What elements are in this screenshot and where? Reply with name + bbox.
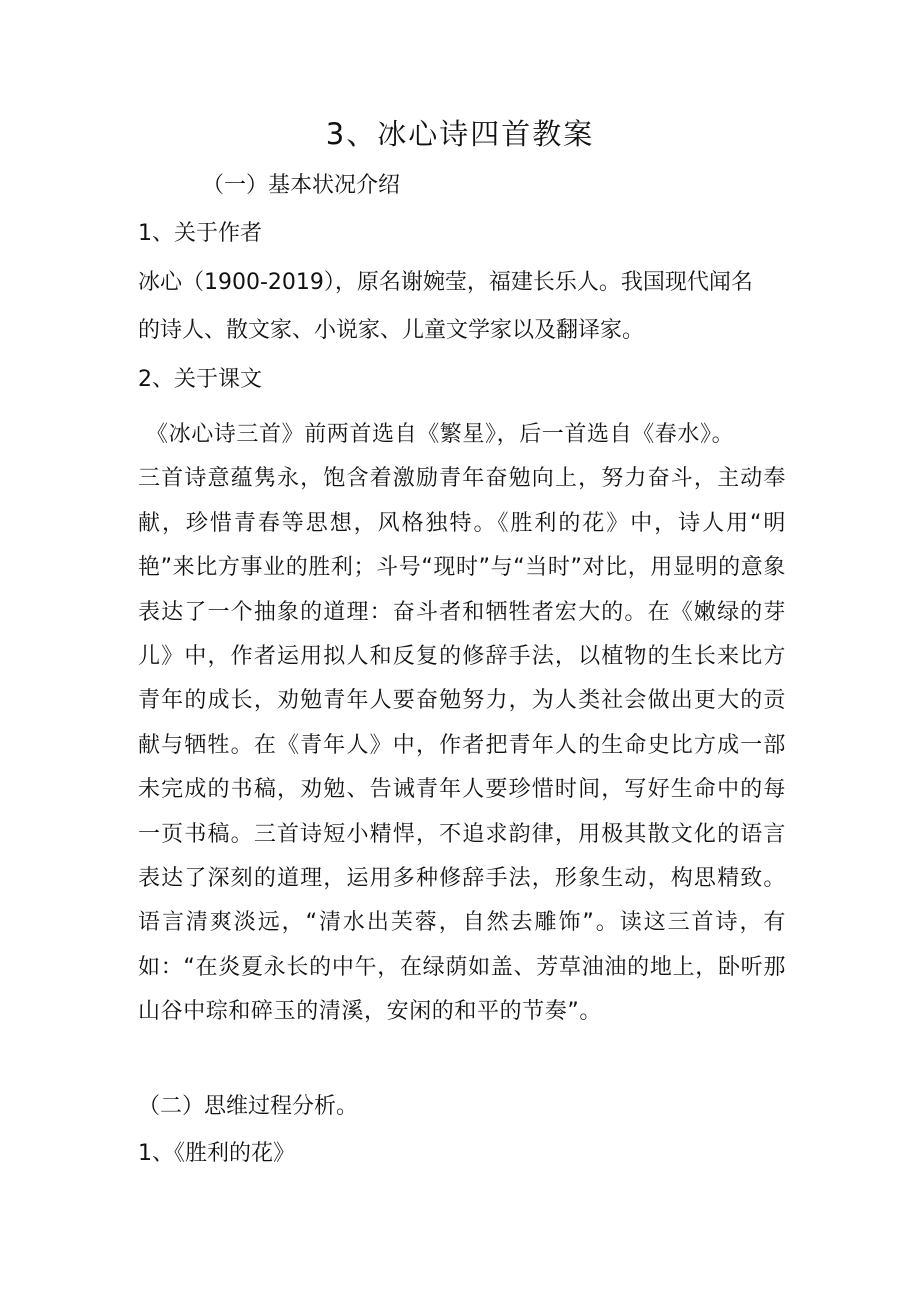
subsection-heading-victory-flower: 1、《胜利的花》 bbox=[138, 1141, 295, 1166]
author-text-line-1: 冰心（1900-2019），原名谢婉莹，福建长乐人。我国现代闻名 bbox=[138, 270, 753, 295]
text-description-body: 三首诗意蕴隽永，饱含着激励青年奋勉向上，努力奋斗，主动奉献，珍惜青春等思想，风格独特。《胜利的花》中，诗人用“明艳”来比方事业的胜利；斗号“现时”与“当时”对比，用显明的意象表达了一个抽象的道理：奋斗者和牺牲者宏大的。在《嫩绿的芽儿》中，作者运用拟人和反复的修辞手法，以植物的生长来比方青年的成长，劝勉青年人要奋勉努力，为人类社会做出更大的贡献与牺牲。在《青年人》中，作者把青年人的生命史比方成一部未完成的书稿，劝勉、告诫青年人要珍惜时间，写好生命中的每一页书稿。三首诗短小精悍，不追求韵律，用极其散文化的语言表达了深刻的道理，运用多种修辞手法，形象生动，构思精致。语言清爽淡远，“清水出芙蓉，自然去雕饰”。读这三首诗，有如：“在炎夏永长的中午，在绿荫如盖、芳草油油的地上，卧听那山谷中琮和碎玉的清溪，安闲的和平的节奏”。 bbox=[138, 466, 786, 1025]
item-heading-about-author: 1、关于作者 bbox=[138, 221, 262, 246]
page-title: 3、冰心诗四首教案 bbox=[325, 117, 595, 151]
text-description-paragraph bbox=[138, 413, 786, 1035]
item-heading-about-text: 2、关于课文 bbox=[138, 367, 262, 392]
text-description-first-line: 《冰心诗三首》前两首选自《繁星》，后一首选自《春水》。 bbox=[146, 422, 735, 447]
section-heading-basic-info: （一）基本状况介绍 bbox=[202, 173, 401, 198]
section-heading-thinking-process: （二）思维过程分析。 bbox=[138, 1094, 359, 1119]
author-text-line-2: 的诗人、散文家、小说家、儿童文学家以及翻译家。 bbox=[138, 318, 645, 343]
